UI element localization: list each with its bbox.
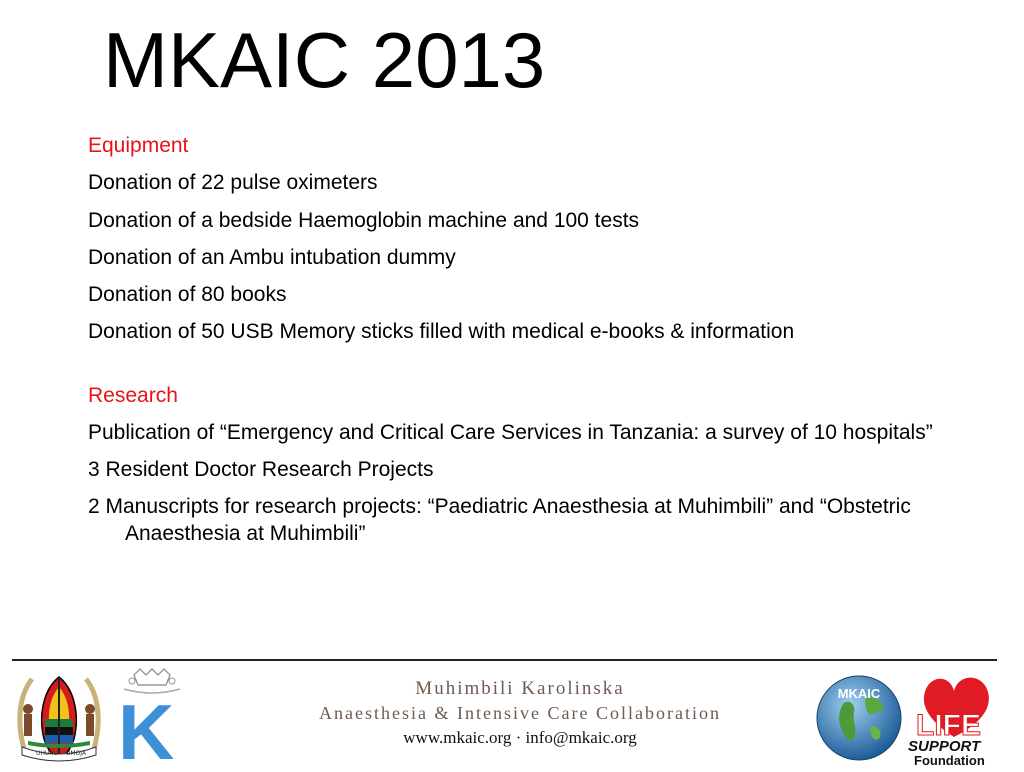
equipment-item: Donation of 22 pulse oximeters <box>88 171 378 195</box>
k-letter: K <box>118 688 175 763</box>
footer-banner <box>0 661 1024 768</box>
emblem-motto-right: UMOJA <box>66 750 87 757</box>
footer-org-name: Muhimbili Karolinska <box>415 678 625 699</box>
research-heading: Research <box>88 383 178 407</box>
karolinska-k-logo <box>114 667 186 763</box>
slide-title: MKAIC 2013 <box>103 16 546 104</box>
footer-contact: www.mkaic.org · info@mkaic.org <box>403 727 637 747</box>
research-item: Publication of “Emergency and Critical Care Services in Tanzania: a survey of 10 hospitals” <box>88 420 933 444</box>
lsf-foundation-text: Foundation <box>914 753 985 767</box>
equipment-item: Donation of an Ambu intubation dummy <box>88 245 456 269</box>
slide-body <box>88 133 988 558</box>
tanzania-emblem-logo <box>14 669 104 763</box>
footer-text-block <box>270 677 770 750</box>
equipment-item: Donation of a bedside Haemoglobin machine and 100 tests <box>88 208 640 232</box>
section-spacer <box>88 357 988 383</box>
research-item: 3 Resident Doctor Research Projects <box>88 458 434 481</box>
life-support-foundation-logo <box>906 667 1002 767</box>
equipment-heading: Equipment <box>88 134 189 157</box>
lsf-life-text: LIFE <box>916 709 981 742</box>
lsf-support-text: SUPPORT <box>908 738 981 755</box>
equipment-item: Donation of 80 books <box>88 283 287 306</box>
footer-org-subtitle: Anaesthesia & Intensive Care Collaboration <box>319 702 721 723</box>
research-item: 2 Manuscripts for research projects: “Paediatric Anaesthesia at Muhimbili” and “Obstetric Anaesthesia at Muhimbili” <box>88 495 911 545</box>
globe-text: MKAIC <box>837 686 881 701</box>
emblem-motto-left: UHURU <box>36 750 58 757</box>
equipment-item: Donation of 50 USB Memory sticks filled with medical e-books & information <box>88 320 795 344</box>
mkaic-globe-logo <box>814 673 904 763</box>
